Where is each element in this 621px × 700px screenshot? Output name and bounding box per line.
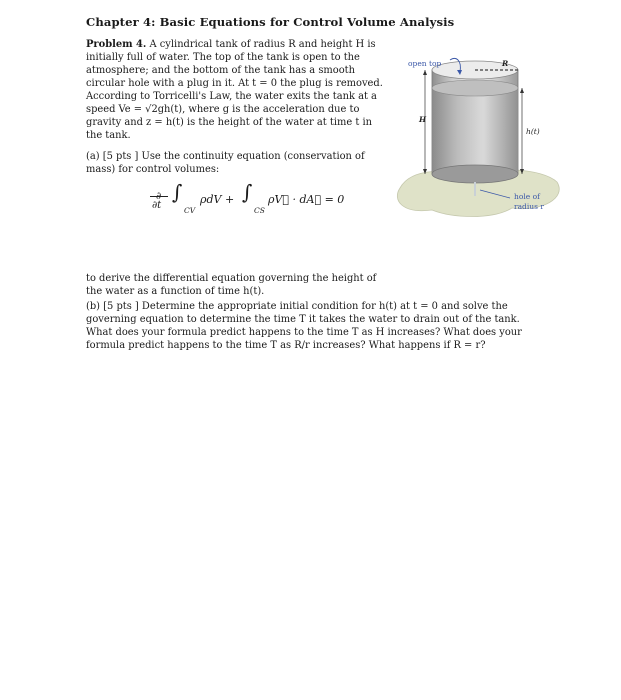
part-b-question: (b) [5 pts ] Determine the appropriate initial condition for h(t) at t = 0 and solve the governing equation to determine the time T it takes the water to drain out of the tank. What does your formula predict happens to the time T as H increases? What does your formula predict happens to the time T as R/r increases? What happens if R = r? [86,301,522,351]
surface-integral-sign: ∫ [242,180,253,204]
problem-intro: A cylindrical tank of radius R and height H is initially full of water. The top of the tank is open to the atmosphere; and the bottom of the tank has a smooth circular hole with a plug in it. At t = 0 the plug is removed. According to Torricelli's Law, the water exits the tank at a speed Ve = √2gh(t), where g is the acceleration due to gravity and z = h(t) is the height of the water at time t in the tank. [86,39,383,141]
hole-label-line1: hole of [514,192,540,201]
water-height-arrow-top-icon [520,88,524,93]
part-a-question: (a) [5 pts ] Use the continuity equation (conservation of mass) for control volumes: [86,151,365,175]
volume-term: ρdV + [200,193,235,206]
page-title: Chapter 4: Basic Equations for Control Volume Analysis [86,15,455,29]
cs-subscript: CS [254,206,265,215]
fraction-bar [150,196,168,197]
tank-figure [392,48,570,228]
water-column [432,88,518,174]
tank-bottom [432,165,518,183]
surface-term: ρV⃗ · dA⃗ = 0 [268,193,345,206]
partial-numerator: ∂ [156,191,162,202]
height-arrow-top-icon [423,70,427,75]
problem-statement [86,38,386,142]
hole-label-line2: radius r [514,202,544,211]
tank-diagram [392,48,570,228]
water-height-label: h(t) [526,127,540,136]
water-stream [474,182,476,196]
problem-label: Problem 4. [86,39,147,50]
continuity-equation [150,180,386,220]
open-top-label: open top [408,59,442,68]
radius-label: R [502,59,509,68]
problem-text-column [86,38,386,234]
water-surface [432,80,518,96]
continuation-text [86,272,541,352]
partial-denominator: ∂t [152,200,162,211]
volume-integral-sign: ∫ [172,180,183,204]
height-label: H [419,115,427,124]
cv-subscript: CV [184,206,196,215]
part-a-continuation: to derive the differential equation governing the height of the water as a function of time h(t). [86,273,377,297]
